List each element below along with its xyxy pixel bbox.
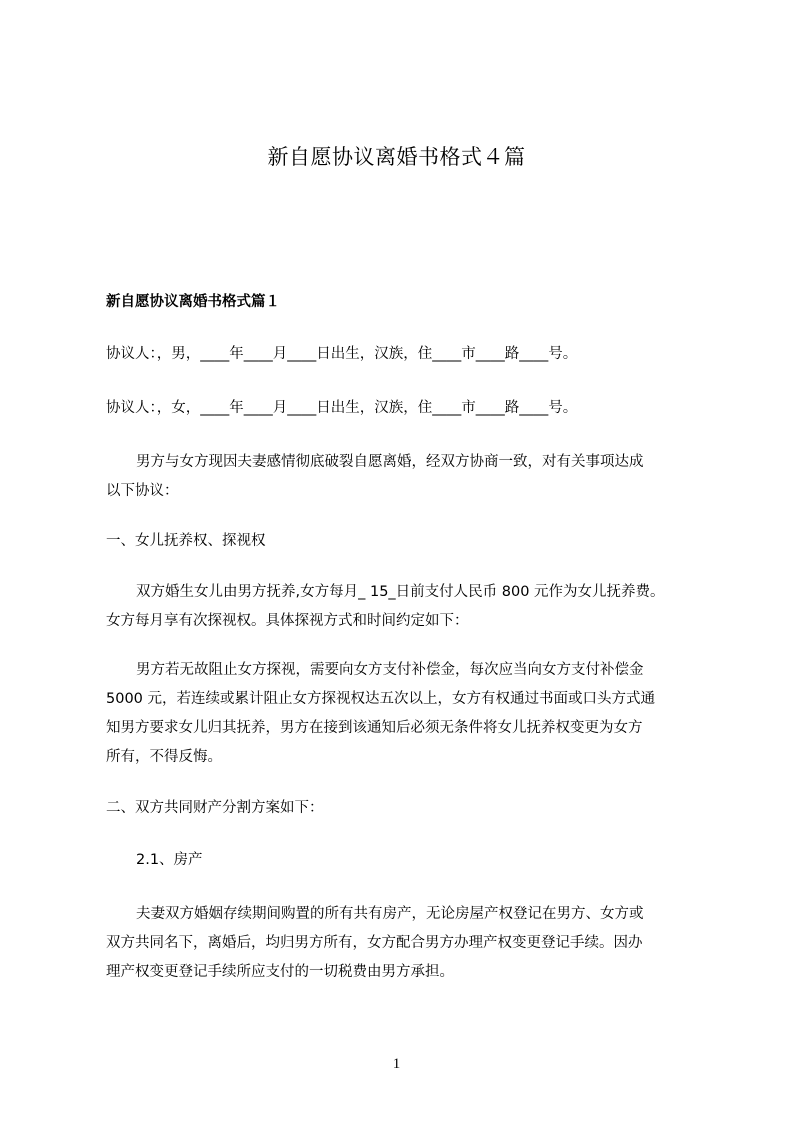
compensation-line: 男方若无故阻止女方探视，需要向女方支付补偿金，每次应当向女方支付补偿金 — [136, 662, 644, 678]
compensation-paragraph — [106, 656, 706, 772]
heading-custody: 一、女儿抚养权、探视权 — [106, 533, 266, 549]
property-line: 双方共同名下，离婚后，均归男方所有，女方配合男方办理产权变更登记手续。因办 — [106, 935, 643, 951]
custody-line: 双方婚生女儿由男方抚养,女方每月_ 15_日前支付人民币 800 元作为女儿抚养费。 — [136, 584, 665, 600]
section-heading: 新自愿协议离婚书格式篇１ — [106, 294, 280, 310]
heading-property-division: 二、双方共同财产分割方案如下： — [106, 800, 324, 816]
property-paragraph — [106, 900, 706, 987]
document-title: 新自愿协议离婚书格式４篇 — [267, 145, 526, 169]
compensation-line: 所有，不得反悔。 — [106, 749, 222, 765]
party-female-line: 协议人：，女，____年____月____日出生，汉族，住____市____路____号。 — [106, 400, 578, 416]
compensation-line: 知男方要求女儿归其抚养，男方在接到该通知后必须无条件将女儿抚养权变更为女方 — [106, 720, 643, 736]
intro-line: 男方与女方现因夫妻感情彻底破裂自愿离婚，经双方协商一致，对有关事项达成 — [136, 454, 644, 470]
party-male-line: 协议人：，男，____年____月____日出生，汉族，住____市____路____号。 — [106, 346, 578, 362]
custody-line: 女方每月享有次探视权。具体探视方式和时间约定如下： — [106, 613, 469, 629]
compensation-line: 5000 元，若连续或累计阻止女方探视权达五次以上，女方有权通过书面或口头方式通 — [106, 691, 656, 707]
intro-paragraph — [106, 448, 706, 506]
heading-real-estate: 2.1、房产 — [136, 852, 203, 868]
custody-paragraph — [106, 578, 706, 636]
property-line: 理产权变更登记手续所应支付的一切税费由男方承担。 — [106, 964, 454, 980]
page-number: 1 — [392, 1056, 401, 1072]
intro-line: 以下协议： — [106, 483, 179, 499]
property-line: 夫妻双方婚姻存续期间购置的所有共有房产，无论房屋产权登记在男方、女方或 — [136, 906, 644, 922]
